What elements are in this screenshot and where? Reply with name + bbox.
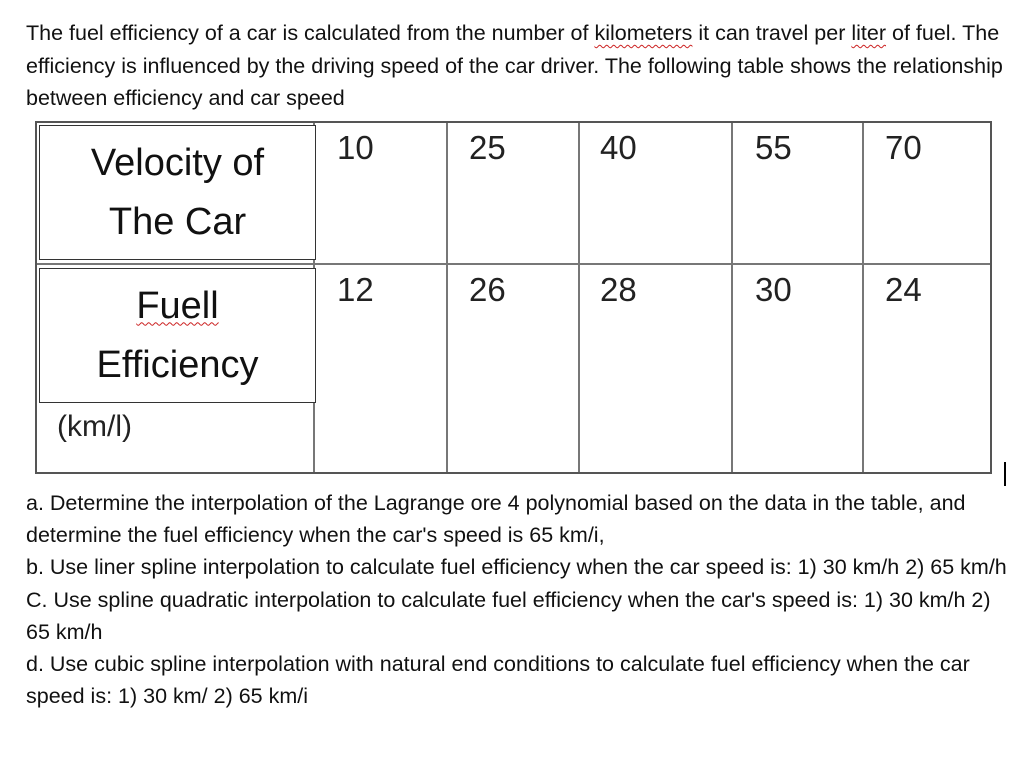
velocity-label-box (39, 125, 316, 260)
table-col-divider (578, 123, 580, 472)
efficiency-label-line2: Efficiency (96, 343, 259, 386)
table-row-divider (37, 263, 990, 265)
intro-text-before: The fuel efficiency of a car is calculated from the number of (26, 21, 595, 45)
spellcheck-word-kilometers: kilometers (594, 21, 693, 45)
question-d: d. Use cubic spline interpolation with natural end conditions to calculate fuel efficiency when the car speed is: 1) 30 km/ 2) 65 km/i (26, 652, 970, 709)
intro-text-middle: it can travel per (692, 21, 852, 45)
table-col-divider (731, 123, 733, 472)
velocity-cell: 25 (469, 129, 506, 166)
text-cursor (1004, 462, 1006, 486)
table-col-divider (862, 123, 864, 472)
table-col-divider (446, 123, 448, 472)
velocity-label-line2: The Car (108, 200, 247, 243)
question-b: b. Use liner spline interpolation to calculate fuel efficiency when the car speed is: 1) 30 km/h 2) 65 km/h (26, 555, 1007, 580)
efficiency-cell: 28 (600, 271, 637, 308)
efficiency-cell: 30 (755, 271, 792, 308)
spellcheck-word-liter: liter (851, 21, 887, 45)
velocity-cell: 10 (337, 129, 374, 166)
intro-paragraph (26, 17, 1011, 115)
efficiency-cell: 26 (469, 271, 506, 308)
intro-text-after: of fuel. The efficiency is influenced by the driving speed of the car driver. The following table shows the relationship between efficiency and car speed (26, 21, 1003, 110)
efficiency-label-box (39, 268, 316, 403)
velocity-cell: 70 (885, 129, 922, 166)
velocity-cell: 40 (600, 129, 637, 166)
spellcheck-word-fuell: Fuell (136, 284, 219, 327)
efficiency-cell: 24 (885, 271, 922, 308)
question-c: C. Use spline quadratic interpolation to calculate fuel efficiency when the car's speed is: 1) 30 km/h 2) 65 km/h (26, 587, 991, 644)
data-table (35, 121, 992, 474)
question-a: a. Determine the interpolation of the Lagrange ore 4 polynomial based on the data in the table, and determine the fuel efficiency when the car's speed is 65 km/i, (26, 491, 966, 548)
efficiency-cell: 12 (337, 271, 374, 308)
questions-list (26, 487, 1011, 712)
velocity-label-line1: Velocity of (90, 141, 265, 184)
efficiency-unit-label: (km/l) (57, 410, 132, 443)
velocity-cell: 55 (755, 129, 792, 166)
